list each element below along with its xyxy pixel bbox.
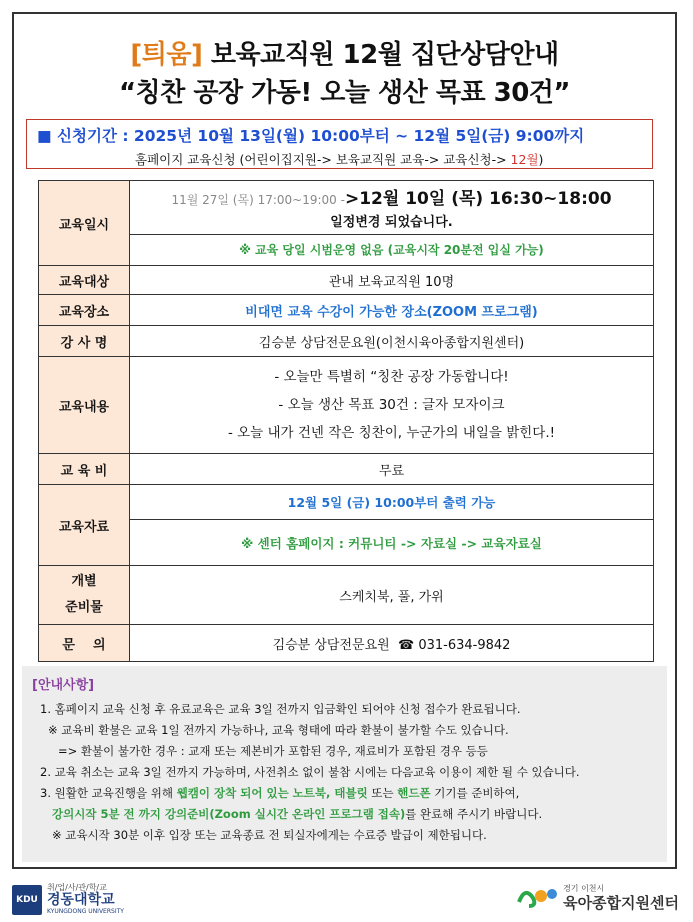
- notice-line: 2. 교육 취소는 교육 3일 전까지 가능하며, 사전취소 없이 불참 시에는 다음교육 이용이 제한 될 수 있습니다.: [40, 765, 580, 779]
- fee-value: 무료: [130, 454, 654, 485]
- label-place: 교육장소: [39, 295, 130, 326]
- page-subtitle: “칭찬 공장 가동! 오늘 생산 목표 30건”: [118, 78, 571, 108]
- center-emblem-icon: [515, 882, 559, 910]
- kdu-slogan: 취/업/사/관/학/교: [47, 883, 107, 892]
- contact-value: 김승분 상담전문요원 ☎ 031-634-9842: [130, 625, 654, 662]
- row-materials: [39, 485, 654, 520]
- materials-date: 12월 5일 (금) 10:00부터 출력 가능: [130, 485, 654, 520]
- list-item: - 오늘 내가 건넨 작은 칭찬이, 누군가의 내일을 밝힌다.!: [227, 425, 556, 441]
- notice-line: ※ 교육비 환불은 교육 1일 전까지 가능하나, 교육 형태에 따라 환불이 불가할 수도 있습니다.: [48, 723, 509, 737]
- label-fee: 교 육 비: [39, 454, 130, 485]
- place-value: 비대면 교육 수강이 가능한 장소(ZOOM 프로그램): [130, 295, 654, 326]
- supplies-value: 스케치북, 풀, 가위: [130, 566, 654, 625]
- target-value: 관내 보육교직원 10명: [130, 266, 654, 295]
- center-name: 육아종합지원센터: [563, 894, 679, 912]
- old-date: 11월 27일 (목) 17:00~19:00 -: [171, 193, 345, 208]
- contact-phone: 031-634-9842: [418, 637, 511, 653]
- title-text: 보육교직원 12월 집단상담안내: [202, 40, 559, 70]
- notice-line: => 환불이 불가한 경우 : 교재 또는 제본비가 포함된 경우, 재료비가 포함된 경우 등등: [58, 744, 488, 758]
- application-period: ■ 신청기간 : 2025년 10월 13일(월) 10:00부터 ~ 12월 5일(금) 9:00까지: [37, 127, 585, 145]
- title-tag: [틔움]: [130, 40, 203, 70]
- notice-line: 3. 원활한 교육진행을 위해 웹캠이 장착 되어 있는 노트북, 태블릿 또는 핸드폰 기기를 준비하여,: [40, 786, 520, 800]
- materials-location: ※ 센터 홈페이지 : 커뮤니티 -> 자료실 -> 교육자료실: [130, 520, 654, 566]
- row-fee: [39, 454, 654, 485]
- application-path: 홈페이지 교육신청 (어린이집지원-> 보육교직원 교육-> 교육신청-> 12월): [135, 152, 544, 167]
- row-contact: [39, 625, 654, 662]
- content-list: [130, 357, 654, 454]
- row-target: [39, 266, 654, 295]
- row-place: [39, 295, 654, 326]
- instructor-value: 김승분 상담전문요원(이천시육아종합지원센터): [130, 326, 654, 357]
- application-period-box: [26, 119, 653, 169]
- row-instructor: [39, 326, 654, 357]
- notice-line: 1. 홈페이지 교육 신청 후 유료교육은 교육 3일 전까지 입금확인 되어야 신청 접수가 완료됩니다.: [40, 702, 521, 716]
- label-date: 교육일시: [39, 181, 130, 266]
- kdu-emblem-icon: KDU: [12, 885, 42, 915]
- kdu-eng-name: KYUNGDONG UNIVERSITY: [47, 908, 124, 915]
- center-logo-block: [515, 882, 679, 910]
- notice-box: [22, 666, 667, 862]
- row-supplies: [39, 566, 654, 625]
- list-item: - 오늘만 특별히 “칭찬 공장 가동합니다!: [274, 369, 509, 385]
- phone-icon: ☎: [397, 637, 415, 653]
- label-content: 교육내용: [39, 357, 130, 454]
- date-note: ※ 교육 당일 시범운영 없음 (교육시작 20분전 입실 가능): [130, 234, 654, 265]
- row-content: [39, 357, 654, 454]
- notice-line: ※ 교육시작 30분 이후 입장 또는 교육종료 전 퇴실자에게는 수료증 발급이 제한됩니다.: [52, 828, 487, 842]
- row-date: [39, 181, 654, 235]
- list-item: - 오늘 생산 목표 30건 : 글자 모자이크: [278, 397, 505, 413]
- label-instructor: 강 사 명: [39, 326, 130, 357]
- label-target: 교육대상: [39, 266, 130, 295]
- label-contact: 문 의: [39, 625, 130, 662]
- new-date: >12월 10일 (목) 16:30~18:00: [344, 189, 612, 210]
- label-supplies: 개별 준비물: [39, 566, 130, 625]
- label-materials: 교육자료: [39, 485, 130, 566]
- date-value: [130, 181, 654, 235]
- notice-heading: [안내사항]: [32, 678, 95, 693]
- page-title: [14, 34, 675, 71]
- kdu-name: 경동대학교: [47, 892, 115, 908]
- notice-line: 강의시작 5분 전 까지 강의준비(Zoom 실시간 온라인 프로그램 접속)를 완료해 주시기 바랍니다.: [52, 807, 543, 821]
- kdu-logo-block: [12, 882, 124, 918]
- notice-frame: [12, 12, 677, 869]
- info-table: [38, 180, 654, 662]
- center-region: 경기 이천시: [563, 884, 605, 893]
- schedule-changed: 일정변경 되었습니다.: [330, 215, 453, 231]
